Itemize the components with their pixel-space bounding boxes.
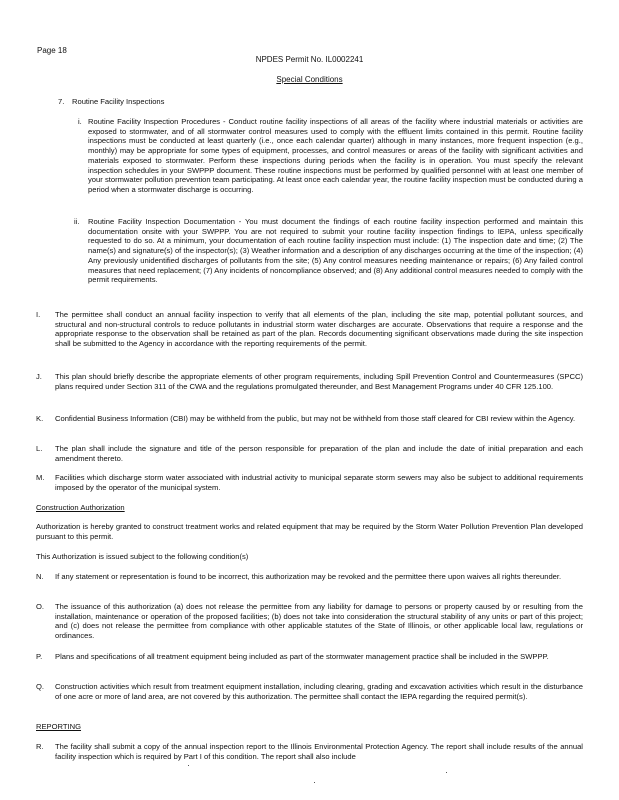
item-j-text: This plan should briefly describe the appropriate elements of other program requirements, including Spill Prevention Control and Countermeasures (SPCC) plans required under Section 311 of the CWA and the regulations promulgated thereunder, and Best Management Programs under 40 CFR 125.100. <box>55 372 583 391</box>
item-i-label: I. <box>36 310 41 319</box>
item-l-label: L. <box>36 444 43 453</box>
construction-conditions-intro: This Authorization is issued subject to the following condition(s) <box>36 552 249 561</box>
scan-speck <box>188 765 189 766</box>
item-p-text: Plans and specifications of all treatment equipment being included as part of the stormwater management practice shall be included in the SWPPP. <box>55 652 549 661</box>
subsection-ii-label: ii. <box>74 217 80 226</box>
item-p-label: P. <box>36 652 43 661</box>
item-m-text: Facilities which discharge storm water associated with industrial activity to municipal separate storm sewers may also be subject to additional requirements imposed by the operator of the municipal system. <box>55 473 583 492</box>
item-q-text: Construction activities which result from treatment equipment installation, including clearing, grading and excavation activities which result in the disturbance of one acre or more of land area, are not covered by this authorization. The permittee shall contact the IEPA regarding the required permit(s). <box>55 682 583 701</box>
item-r-label: R. <box>36 742 44 751</box>
item-n-label: N. <box>36 572 44 581</box>
scan-speck <box>446 772 447 773</box>
subsection-i-text: Routine Facility Inspection Procedures - Conduct routine facility inspections of all areas of the facility where industrial materials or activities are exposed to stormwater, and of all stormwater control measures used to comply with the effluent limits contained in this permit. Routine facility inspections must be conducted at least quarterly (i.e., once each calendar quarter) although in many instances, more frequent inspection (e.g., monthly) may be appropriate for some types of equipment, processes, and control measures or areas of the facility with significant activities and materials exposed to stormwater. Perform these inspections during periods when the facility is in operation. You must specify the relevant inspection schedules in your SWPPP document. These routine inspections must be performed by qualified personnel with at least one member of your stormwater pollution prevention team participating. At least once each calendar year, the routine facility inspection must be conducted during a period when a stormwater discharge is occurring. <box>88 117 583 194</box>
construction-paragraph: Authorization is hereby granted to construct treatment works and related equipment that may be required by the Storm Water Pollution Prevention Plan developed pursuant to this permit. <box>36 522 583 541</box>
subsection-i-label: i. <box>78 117 82 126</box>
page-number: Page 18 <box>37 46 67 55</box>
reporting-heading: REPORTING <box>36 722 82 731</box>
item-o-text: The issuance of this authorization (a) does not release the permittee from any liability for damage to persons or property caused by or resulting from the installation, maintenance or operation of the proposed facilities; (b) does not take into consideration the structural stability of any units or part of this project; and (c) does not release the permittee from compliance with other applicable statutes of the State of Illinois, or other applicable local law, regulations or ordinances. <box>55 602 583 641</box>
construction-heading: Construction Authorization <box>36 503 125 512</box>
item-q-label: Q. <box>36 682 45 691</box>
scan-speck <box>314 782 315 783</box>
item-k-text: Confidential Business Information (CBI) may be withheld from the public, but may not be withheld from those staff cleared for CBI review within the Agency. <box>55 414 576 423</box>
item-i-text: The permittee shall conduct an annual facility inspection to verify that all elements of the plan, including the site map, potential pollutant sources, and structural and non-structural controls to reduce pollutants in industrial storm water discharges are accurate. Observations that require a response and the appropriate response to the observation shall be retained as part of the plan. Records documenting significant observations made during the site inspection shall be submitted to the Agency in accordance with the reporting requirements of the permit. <box>55 310 583 349</box>
item-m-label: M. <box>36 473 45 482</box>
subsection-ii-text: Routine Facility Inspection Documentation - You must document the findings of each routine facility inspection performed and maintain this documentation onsite with your SWPPP. You are not required to submit your routine facility inspection findings to IEPA, unless specifically requested to do so. At a minimum, your documentation of each routine facility inspection must include: (1) The inspection date and time; (2) The name(s) and signature(s) of the inspector(s); (3) Weather information and a description of any discharges occurring at the time of the inspection; (4) Any previously unidentified discharges of pollutants from the site; (5) Any control measures needing maintenance or repairs; (6) Any failed control measures that need replacement; (7) Any incidents of noncompliance observed; and (8) Any additional control measures needed to comply with the permit requirements. <box>88 217 583 285</box>
permit-title: NPDES Permit No. IL0002241 <box>255 55 364 64</box>
section-7-title: Routine Facility Inspections <box>72 97 165 106</box>
item-o-label: O. <box>36 602 45 611</box>
item-j-label: J. <box>36 372 42 381</box>
section-7-label: 7. <box>58 97 65 106</box>
item-n-text: If any statement or representation is found to be incorrect, this authorization may be revoked and the permittee there upon waives all rights thereunder. <box>55 572 562 581</box>
item-r-text: The facility shall submit a copy of the annual inspection report to the Illinois Environmental Protection Agency. The report shall include results of the annual facility inspection which is required by Part I of this condition. The report shall also include <box>55 742 583 761</box>
item-k-label: K. <box>36 414 44 423</box>
item-l-text: The plan shall include the signature and title of the person responsible for preparation of the plan and include the date of initial preparation and each amendment thereto. <box>55 444 583 463</box>
special-conditions-title: Special Conditions <box>276 75 343 84</box>
